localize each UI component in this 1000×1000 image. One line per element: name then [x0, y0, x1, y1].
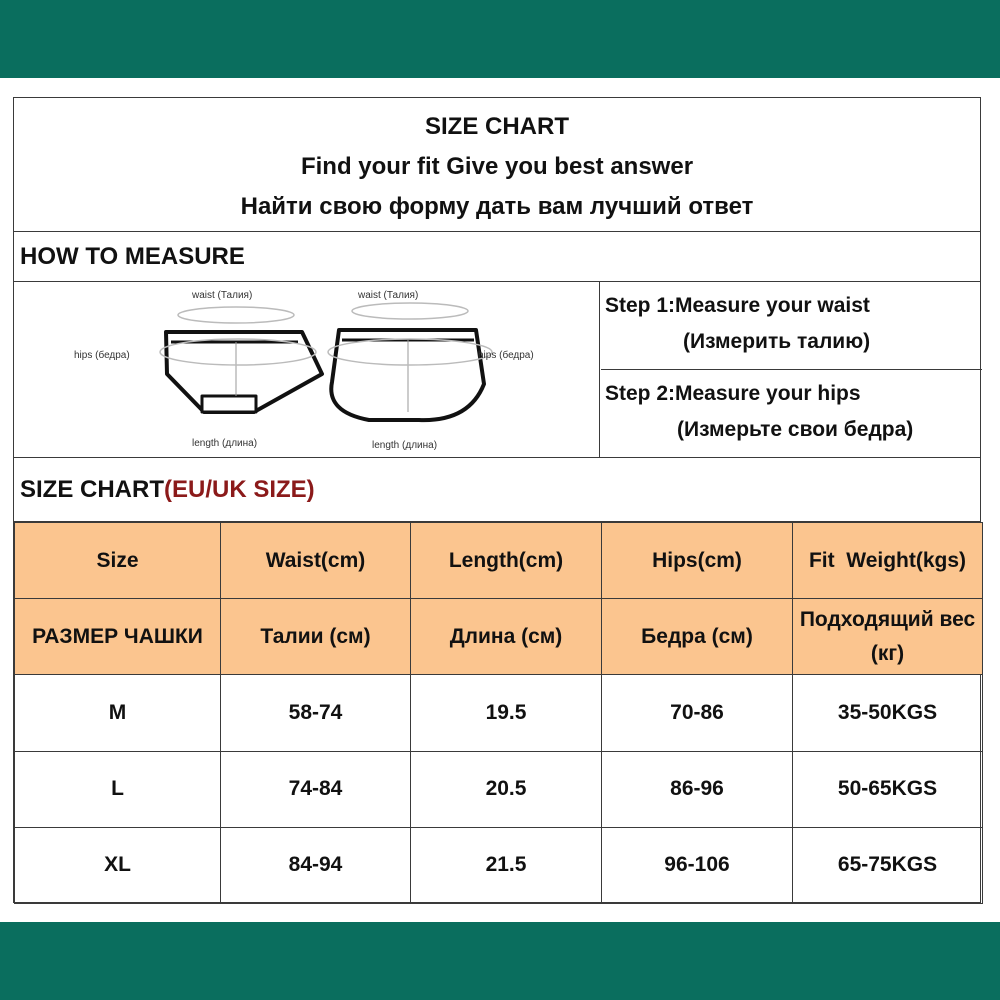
top-brand-band: [0, 0, 1000, 78]
size-chart-heading-main: SIZE CHART: [20, 476, 164, 503]
size-chart-heading-accent: (EU/UK SIZE): [164, 476, 315, 503]
cell-length: 20.5: [411, 751, 602, 827]
size-chart-heading-row: [14, 458, 980, 522]
cell-weight: 65-75KGS: [793, 827, 983, 903]
briefs-diagram-icon: [14, 282, 599, 458]
cell-size: L: [15, 751, 221, 827]
table-header-en: [15, 523, 983, 599]
measure-section: [14, 282, 980, 458]
step-2-translation: (Измерьте свои бедра): [677, 418, 914, 441]
back-hips-label: hips (бедра): [478, 350, 534, 361]
bottom-brand-band: [0, 922, 1000, 1000]
back-briefs-drawing: [331, 330, 484, 420]
cell-hips: 86-96: [602, 751, 793, 827]
cell-weight: 35-50KGS: [793, 675, 983, 751]
cell-hips: 96-106: [602, 827, 793, 903]
title-block: [14, 98, 980, 232]
step-1-translation: (Измерить талию): [683, 330, 871, 353]
header-weight-ru: Подходящий вес (кг): [793, 599, 983, 675]
front-length-label: length (длина): [192, 438, 258, 449]
front-hips-label: hips (бедра): [74, 350, 130, 361]
size-chart-heading: [14, 458, 980, 522]
header-length-ru: Длина (см): [411, 599, 602, 675]
table-row: [15, 675, 983, 751]
cell-waist: 84-94: [221, 827, 411, 903]
table-header-ru: [15, 599, 983, 675]
table-row: [15, 751, 983, 827]
header-length: Length(cm): [411, 523, 602, 599]
cell-waist: 74-84: [221, 751, 411, 827]
cell-size: M: [15, 675, 221, 751]
cell-hips: 70-86: [602, 675, 793, 751]
cell-weight: 50-65KGS: [793, 751, 983, 827]
front-waist-label: waist (Талия): [192, 290, 253, 301]
header-hips: Hips(cm): [602, 523, 793, 599]
how-to-measure-heading: HOW TO MEASURE: [20, 243, 245, 270]
header-hips-ru: Бедра (см): [602, 599, 793, 675]
cell-length: 19.5: [411, 675, 602, 751]
header-waist-ru: Талии (см): [221, 599, 411, 675]
subtitle-ru: Найти свою форму дать вам лучший ответ: [240, 193, 754, 220]
cell-length: 21.5: [411, 827, 602, 903]
table-row: [15, 827, 983, 903]
header-weight: Fit Weight(kgs): [793, 523, 983, 599]
cell-size: XL: [15, 827, 221, 903]
size-table: [14, 522, 983, 904]
subtitle-en: Find your fit Give you best answer: [300, 153, 694, 180]
step-1: [601, 282, 982, 370]
step-2-text: Step 2:Measure your hips: [605, 382, 861, 405]
header-size: Size: [15, 523, 221, 599]
measurement-diagram: [14, 282, 600, 458]
step-1-text: Step 1:Measure your waist: [605, 294, 870, 317]
page-title: SIZE CHART: [425, 113, 569, 140]
cell-waist: 58-74: [221, 675, 411, 751]
back-length-label: length (длина): [372, 440, 438, 451]
step-2: [601, 370, 982, 458]
how-to-measure-row: [14, 232, 980, 282]
back-waist-label: waist (Талия): [358, 290, 419, 301]
size-chart-sheet: [13, 97, 981, 903]
header-size-ru: РАЗМЕР ЧАШКИ: [15, 599, 221, 675]
header-waist: Waist(cm): [221, 523, 411, 599]
